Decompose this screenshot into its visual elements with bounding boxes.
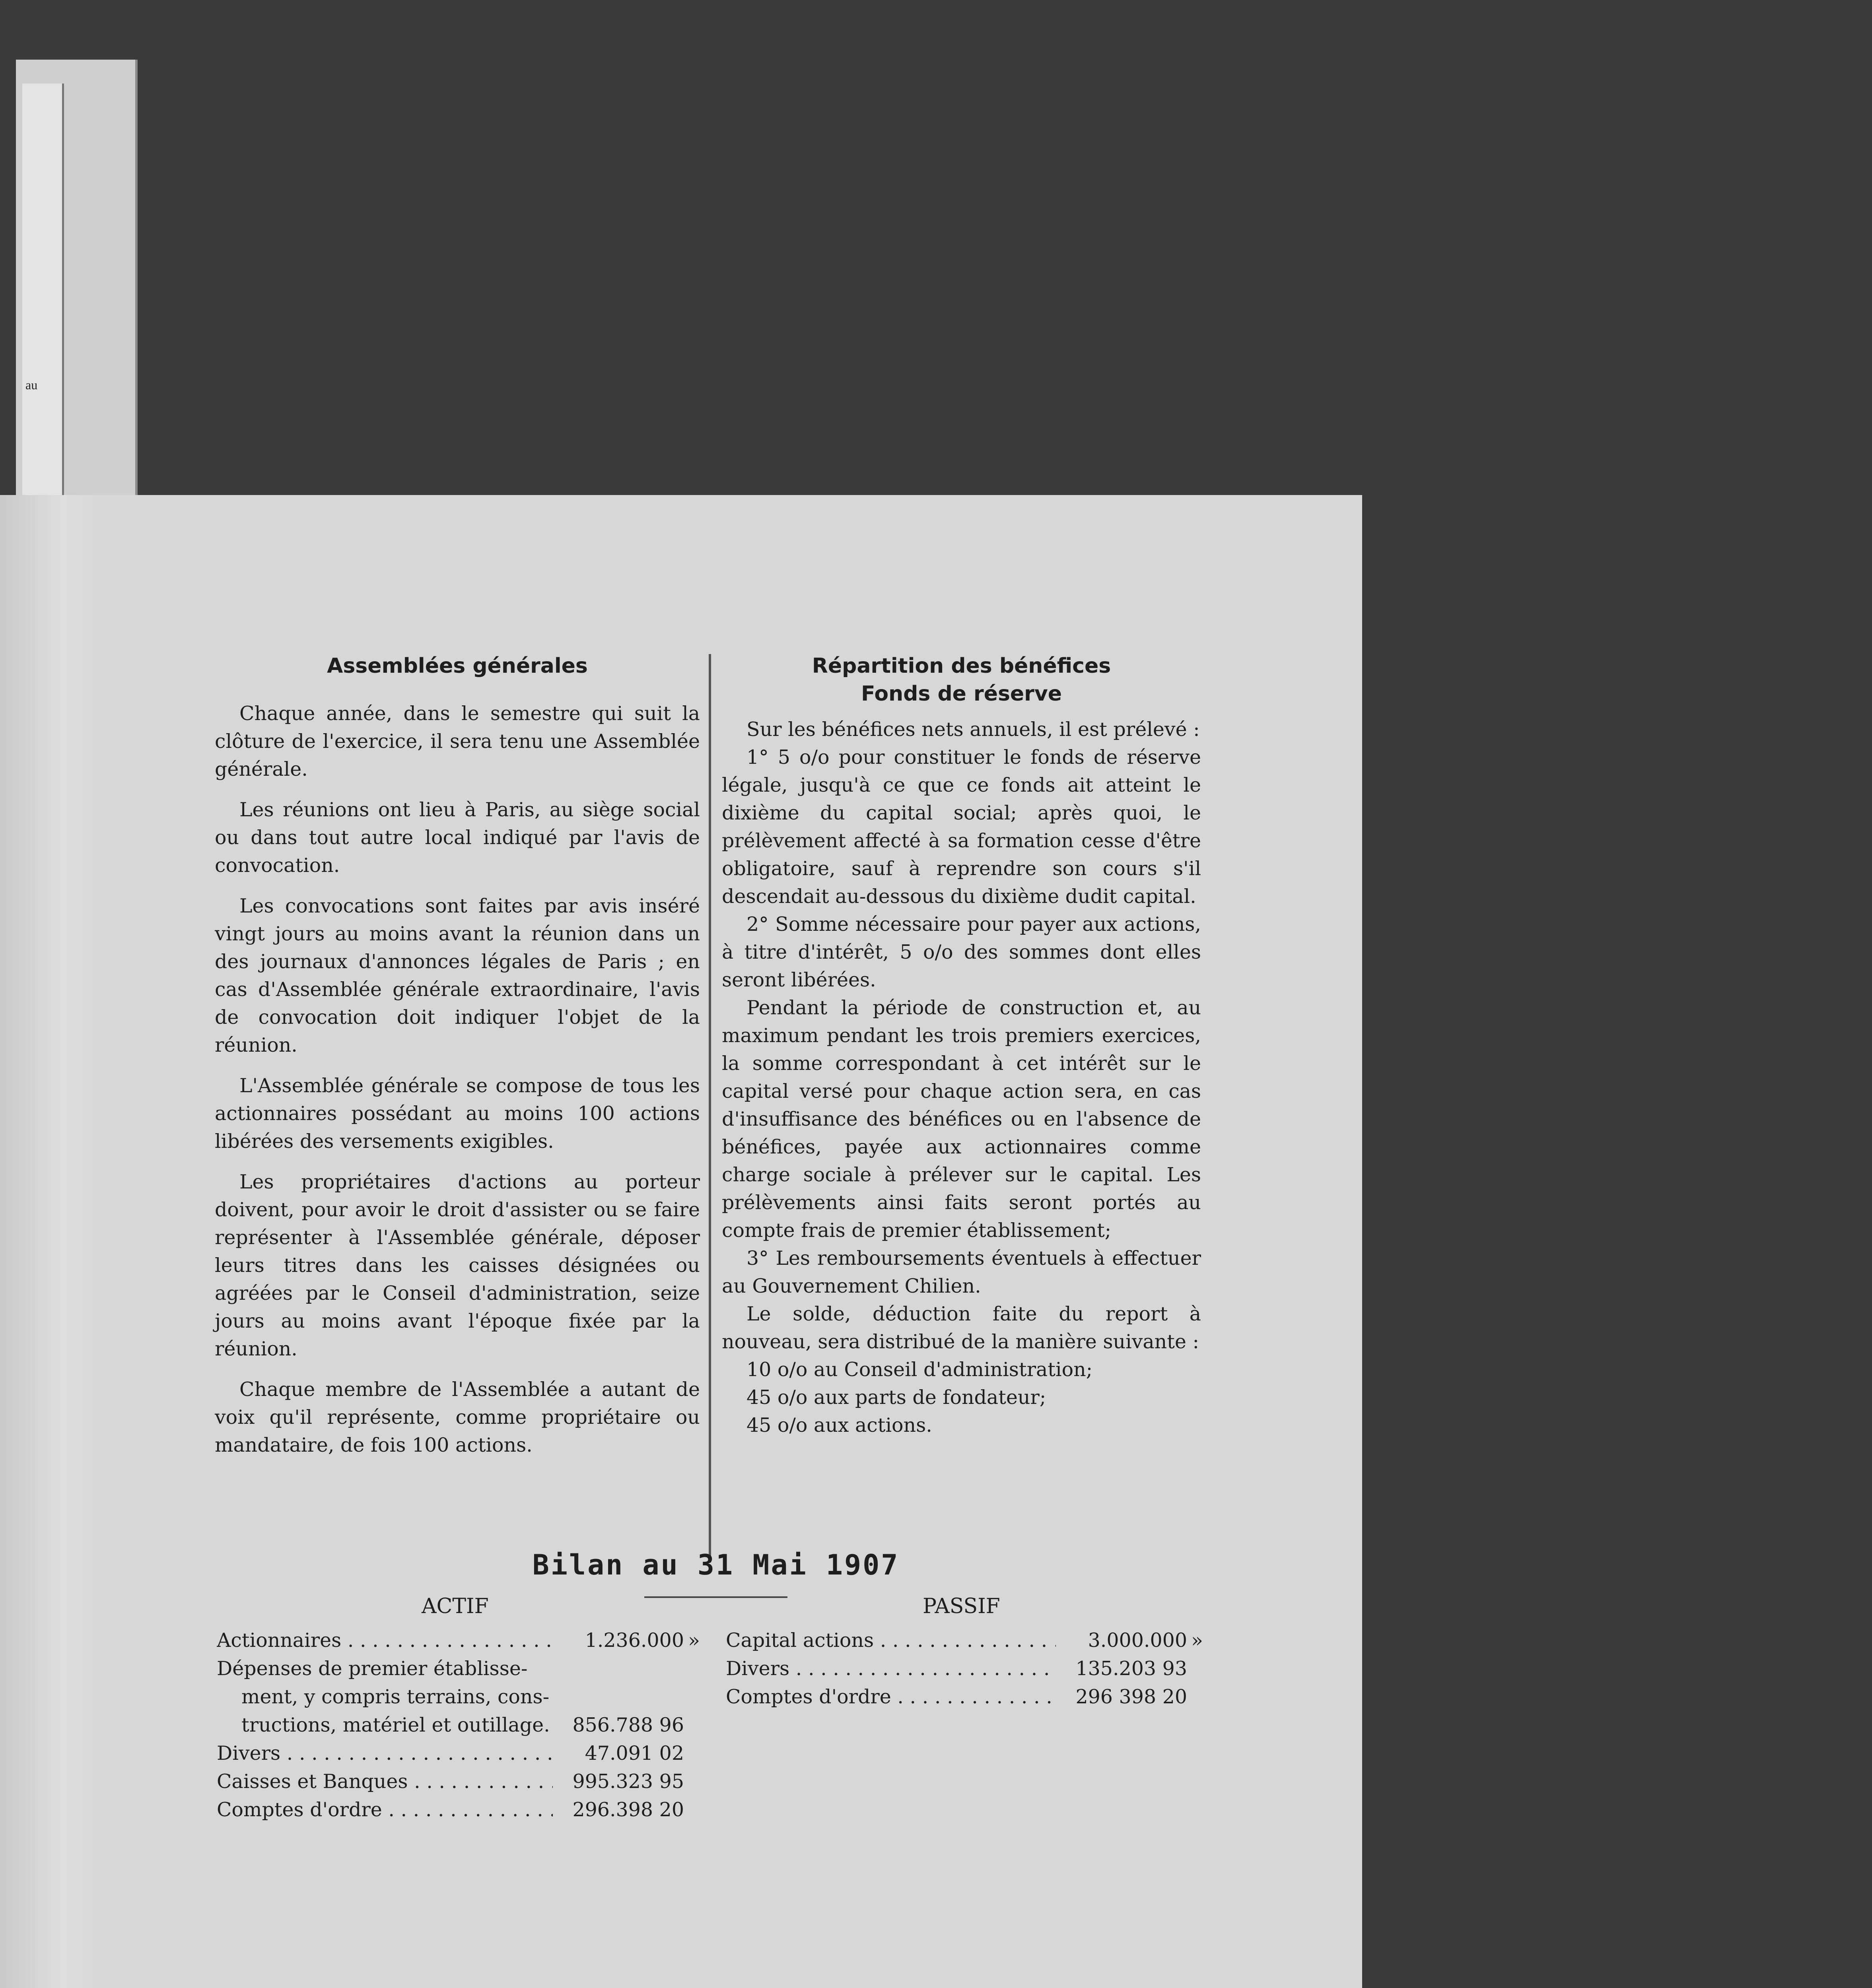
heading-line: Répartition des bénéfices: [812, 654, 1111, 678]
row-amount: 995.323 95: [572, 1770, 684, 1793]
row-suffix: [684, 1654, 700, 1683]
paragraph: Chaque année, dans le semestre qui suit la clôture de l'exercice, il sera tenu une Assemblée générale.: [215, 702, 700, 780]
row-suffix: [684, 1739, 700, 1767]
row-amount: [553, 1683, 684, 1711]
row-label: Capital actions . . .: [726, 1626, 1056, 1654]
row-amount: 296 398 20: [1075, 1685, 1187, 1708]
table-row: [217, 1767, 700, 1796]
row-suffix: [1187, 1683, 1203, 1711]
row-label: Dépenses de premier établisse-: [217, 1657, 528, 1680]
paragraph: Les convocations sont faites par avis inséré vingt jours au moins avant la réunion dans un des journaux d'annonces légales de Paris ; en cas d'Assemblée générale extraordinaire, l'avis de convocation doit indiquer l'objet de la réunion.: [215, 895, 700, 1056]
row-suffix: »: [1191, 1629, 1203, 1652]
row-amount: 296.398 20: [572, 1798, 684, 1821]
paragraph: 3° Les remboursements éventuels à effectuer au Gouvernement Chilien.: [722, 1247, 1201, 1297]
page-fold-shadow: [0, 495, 103, 1988]
row-label: Comptes d'ordre . . .: [217, 1796, 553, 1824]
column-divider: [709, 654, 711, 1563]
table-row: [726, 1683, 1203, 1711]
paragraph: 1° 5 o/o pour constituer le fonds de réserve légale, jusqu'à ce que ce fonds ait atteint le dixième du capital social; après quoi, le prélèvement affecté à sa formation cesse d'être obligatoire, sauf à reprendre son cours s'il descendait au-dessous du dixième dudit capital.: [722, 746, 1201, 908]
row-label: Divers . . .: [217, 1739, 553, 1767]
heading-assemblees: Assemblées générales: [327, 654, 588, 678]
actif-table: [217, 1626, 700, 1824]
paragraph: Sur les bénéfices nets annuels, il est prélevé :: [746, 718, 1200, 741]
binding-spine-inner: [22, 83, 64, 513]
table-row: [217, 1739, 700, 1767]
row-label: Divers . . .: [726, 1654, 1056, 1683]
row-label: Actionnaires . . .: [217, 1626, 553, 1654]
row-amount: 1.236.000: [585, 1629, 684, 1652]
table-row: [217, 1626, 700, 1654]
distribution-item: 10 o/o au Conseil d'administration;: [746, 1358, 1093, 1381]
paragraph: L'Assemblée générale se compose de tous les actionnaires possédant au moins 100 actions libérées des versements exigibles.: [215, 1074, 700, 1153]
row-suffix: [1187, 1654, 1203, 1683]
row-amount: 3.000.000: [1088, 1629, 1187, 1652]
heading-line: Fonds de réserve: [861, 682, 1062, 706]
table-row: [217, 1796, 700, 1824]
row-suffix: [684, 1767, 700, 1796]
paragraph: 2° Somme nécessaire pour payer aux actions, à titre d'intérêt, 5 o/o des sommes dont elles seront libérées.: [722, 913, 1201, 991]
row-amount: 47.091 02: [585, 1742, 684, 1765]
table-row: [726, 1626, 1203, 1654]
paragraph: Pendant la période de construction et, au maximum pendant les trois premiers exercices, la somme correspondant à cet intérêt sur le capital versé pour chaque action sera, en cas d'insuffisance des bénéfices ou en l'absence de bénéfices, payée aux actionnaires comme charge sociale à prélever sur le capital. Les prélèvements ainsi faits seront portés au compte frais de premier établissement;: [722, 996, 1201, 1242]
binding-spine-top: [16, 60, 138, 513]
actif-heading: ACTIF: [422, 1594, 489, 1618]
row-suffix: [684, 1711, 700, 1739]
heading-repartition: [722, 652, 1201, 708]
row-label: tructions, matériel et outillage.: [241, 1714, 550, 1736]
table-row: [217, 1654, 700, 1683]
row-label: Caisses et Banques . . .: [217, 1767, 553, 1796]
paragraph: Le solde, déduction faite du report à nouveau, sera distribué de la manière suivante :: [722, 1303, 1201, 1353]
right-column: [722, 652, 1201, 1439]
passif-table: [726, 1626, 1203, 1711]
passif-heading: PASSIF: [923, 1594, 1000, 1618]
bilan-title: Bilan au 31 Mai 1907: [532, 1549, 900, 1581]
row-amount: 135.203 93: [1075, 1657, 1187, 1680]
table-row: [726, 1654, 1203, 1683]
paragraph: Les propriétaires d'actions au porteur doivent, pour avoir le droit d'assister ou se faire représenter à l'Assemblée générale, déposer leurs titres dans les caisses désignées ou agréées par le Conseil d'administration, seize jours au moins avant l'époque fixée par la réunion.: [215, 1171, 700, 1360]
table-row: [217, 1711, 700, 1739]
paragraph: Les réunions ont lieu à Paris, au siège social ou dans tout autre local indiqué par l'avis de convocation.: [215, 798, 700, 877]
row-suffix: »: [688, 1629, 700, 1652]
paragraph: Chaque membre de l'Assemblée a autant de voix qu'il représente, comme propriétaire ou mandataire, de fois 100 actions.: [215, 1378, 700, 1456]
distribution-item: 45 o/o aux actions.: [746, 1414, 932, 1437]
row-label: Comptes d'ordre . . .: [726, 1683, 1056, 1711]
table-row: [217, 1683, 700, 1711]
row-label: ment, y compris terrains, cons-: [241, 1685, 550, 1708]
left-column: [215, 652, 700, 1472]
row-suffix: [684, 1796, 700, 1824]
row-amount: 856.788 96: [572, 1714, 684, 1736]
document-page: [0, 495, 1362, 1988]
spine-label: au: [25, 378, 38, 392]
row-amount: [553, 1654, 684, 1683]
bilan-title-rule: [644, 1596, 787, 1598]
distribution-item: 45 o/o aux parts de fondateur;: [746, 1386, 1046, 1409]
row-suffix: [684, 1683, 700, 1711]
